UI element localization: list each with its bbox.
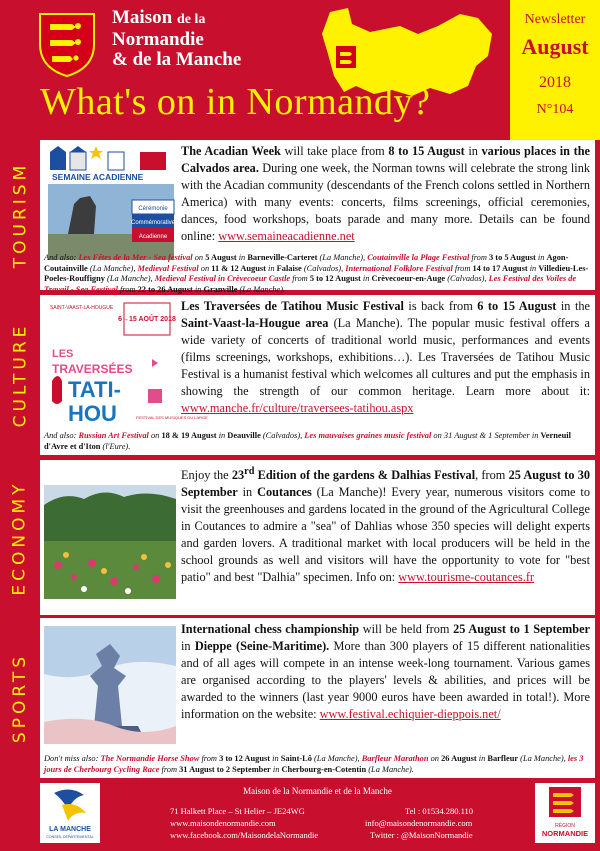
la-manche-sub: CONSEIL DÉPARTEMENTAL: [46, 835, 94, 839]
also-segment: in: [270, 754, 281, 763]
org-line2: Normandie: [112, 29, 204, 50]
also-segment: 3 to 5 August: [489, 253, 536, 262]
also-segment: in: [527, 263, 539, 273]
also-segment: in: [270, 764, 282, 774]
poster-sub: FESTIVAL DES MUSIQUES DU LARGE: [136, 415, 208, 420]
also-segment: in: [265, 263, 277, 273]
also-segment: from: [159, 764, 180, 774]
also-segment: from: [117, 284, 138, 294]
also-segment: (La Manche),: [311, 754, 362, 763]
also-segment: (La Manche),: [518, 754, 568, 763]
section-label-economy: ECONOMY: [10, 479, 30, 596]
also-segment: in: [216, 431, 228, 440]
also-segment: Verneuil d'Avre et d'Iton: [44, 431, 571, 451]
footer-tel: Tel : 01534.280.110: [405, 806, 474, 816]
also-segment: (La Manche).: [366, 764, 414, 774]
also-segment: on: [428, 754, 442, 763]
also-segment: Falaise: [276, 263, 302, 273]
footer: [40, 783, 595, 847]
also-segment: on: [192, 253, 206, 262]
region-normandie-logo: [535, 783, 595, 843]
also-segment: in: [360, 274, 372, 283]
footer-address: 71 Halkett Place – St Helier – JE24WG: [170, 806, 305, 816]
culture-also: [44, 431, 591, 452]
sports-text: International chess championship will be held from 25 August to 1 September in Dieppe (Seine-Maritime). More than 300 players of 15 different nationalities and of all ages will compete in an intense week-long tournament. Various games are organised according to the players' levels & abilities, and prices will be awarded to the winners (last year 9000 euros have been awarded in total!). More information on the website: www.festival.echiquier-dieppois.net/: [181, 622, 591, 721]
poster-hou: HOU: [68, 401, 117, 426]
also-segment: in: [236, 253, 248, 262]
also-segment: (Calvados),: [301, 263, 346, 273]
also-segment: in: [192, 284, 204, 294]
newsletter-label: Newsletter: [524, 12, 586, 27]
also-segment: Les Festival des Voiles de Travail - Sea Festival: [44, 274, 577, 294]
also-segment: 26 August: [441, 754, 477, 763]
tourism-also: [44, 253, 591, 295]
section-sports: [40, 618, 595, 778]
footer-facebook[interactable]: www.facebook.com/MaisondelaNormandie: [170, 830, 319, 840]
normandie-label: NORMANDIE: [541, 829, 589, 838]
culture-text: Les Traversées de Tatihou Music Festival is back from 6 to 15 August in the Saint-Vaast-la-Hougue area (La Manche). The popular music festival offers a wide variety of concerts of traditional world music, performances and events (films screenings, workshops, exhibitions…). Les Traversées de Tatihou Music Festival is a humanist festival which welcomes all cultures and put the emphasis in showing the strength of our common heritage. Learn more about it: www.manche.fr/culture/traversees-tatihou.aspx: [181, 299, 590, 415]
also-segment: Barfleur: [487, 754, 519, 763]
poster-les: LES: [52, 348, 74, 360]
also-segment: on: [198, 263, 212, 273]
also-segment: Coutainville la Plage Festival: [367, 253, 470, 262]
also-segment: (Calvados),: [260, 431, 305, 440]
section-label-culture: CULTURE: [10, 322, 31, 428]
also-segment: (Calvados),: [445, 274, 489, 283]
acadian-tag-1: Cérémonie: [138, 206, 168, 212]
also-segment: Medieval Festival in Crèvecoeur Castle: [154, 274, 291, 283]
dahlia-garden-photo: [44, 485, 176, 599]
also-segment: Medieval Festival: [137, 263, 199, 273]
poster-town: SAINT-VAAST-LA-HOUGUE: [50, 305, 114, 311]
chess-watercolour-image: [44, 626, 176, 744]
also-segment: Granville: [203, 284, 238, 294]
section-economy: [40, 460, 595, 615]
tourism-text: The Acadian Week will take place from 8 to 15 August in various places in the Calvados area. During one week, the Norman towns will celebrate the strong link with the Acadian community (descendants of the French colons settled in Northern America) with many events: concerts, films screenings, official ceremonies, dances, food workshops, boats parade and many more. Details can be found online: www.semaineacadienne.net: [181, 144, 591, 243]
tourism-link[interactable]: www.semaineacadienne.net: [218, 229, 355, 243]
section-label-sports: SPORTS: [10, 652, 30, 744]
also-segment: Crèvecoeur-en-Auge: [371, 274, 446, 283]
also-segment: (La Manche),: [87, 263, 138, 273]
region-normandie-logo-icon: [535, 783, 595, 843]
acadian-image-title: SEMAINE ACADIENNE: [52, 172, 144, 182]
newsletter-issue: N°104: [536, 102, 574, 117]
also-segment: 18 & 19 August: [161, 431, 217, 440]
section-tourism: [40, 140, 595, 294]
newsletter-year: 2018: [539, 74, 571, 91]
acadian-week-image: [44, 144, 178, 264]
org-line3: & de la Manche: [112, 49, 242, 70]
also-segment: (La Manche).: [237, 284, 286, 294]
also-segment: (La Manche),: [317, 253, 368, 262]
footer-twitter[interactable]: Twitter : @MaisonNormandie: [370, 830, 473, 840]
section-label-tourism: TOURISM: [10, 161, 30, 269]
sports-also: [44, 754, 591, 775]
also-segment: from: [290, 274, 310, 283]
also-segment: 22 to 26 August: [137, 284, 193, 294]
also-segment: on: [148, 431, 162, 440]
also-segment: Barneville-Carteret: [247, 253, 318, 262]
also-segment: 14 to 17 August: [472, 263, 528, 273]
also-segment: in: [535, 253, 547, 262]
also-segment: 5 August: [205, 253, 237, 262]
region-label: RÉGION: [555, 823, 575, 829]
newsletter-month: August: [521, 34, 589, 59]
section-culture: [40, 295, 595, 455]
also-segment: 3 to 12 August: [219, 754, 271, 763]
also-segment: Deauville: [227, 431, 261, 440]
also-segment: 31 August to 2 September: [179, 764, 271, 774]
also-segment: And also:: [44, 253, 79, 262]
also-segment: (l'Eure).: [100, 441, 131, 451]
also-segment: The Normandie Horse Show: [100, 754, 200, 763]
also-segment: International Folklore Festival: [345, 263, 453, 273]
also-segment: in: [476, 754, 488, 763]
also-segment: (La Manche),: [104, 274, 155, 283]
la-manche-label: LA MANCHE: [49, 826, 91, 833]
normandy-crest-icon: [38, 12, 96, 78]
footer-org: Maison de la Normandie et de la Manche: [243, 786, 392, 796]
also-segment: Saint-Lô: [280, 754, 312, 763]
header: [0, 0, 600, 125]
also-segment: 5 to 12 August: [309, 274, 361, 283]
poster-tati: TATI-: [68, 377, 121, 402]
culture-link[interactable]: www.manche.fr/culture/traversees-tatihou.aspx: [181, 401, 414, 415]
also-segment: from: [469, 253, 490, 262]
also-segment: Villedieu-Les-Poeles-Rouffigny: [44, 263, 589, 283]
also-segment: from: [452, 263, 473, 273]
footer-email[interactable]: info@maisondenormandie.com: [365, 818, 473, 828]
sports-link[interactable]: www.festival.echiquier-dieppois.net/: [319, 707, 501, 721]
footer-web[interactable]: www.maisondenormandie.com: [170, 818, 276, 828]
poster-dates: 6→15 AOÛT 2018: [118, 316, 176, 323]
also-segment: Les Fêtes de la Mer - Sea festival: [78, 253, 193, 262]
also-segment: on 31 August & 1 September in: [431, 431, 541, 440]
org-line1a: Maison: [112, 7, 173, 28]
newsletter-box: [510, 0, 600, 140]
org-line1b: de la: [176, 12, 206, 27]
also-segment: 11 & 12 August: [211, 263, 266, 273]
also-segment: Cherbourg-en-Cotentin: [281, 764, 367, 774]
also-segment: And also:: [44, 431, 79, 440]
economy-text: Enjoy the 23rd Edition of the gardens & Dalhias Festival, from 25 August to 30 September in Coutances (La Manche)! Every year, numerous visitors come to visit the greenhouses and gardens located in the ground of the Agricultural College in Coutances to admire a "sea" of Dahlias whose 350 species will delight experts and garden lovers. A traditional market with local producers will be held in the school grounds as well and visitors will have the opportunity to vote for "best patio" and best "Dalhia" specimen. Info on: www.tourisme-coutances.fr: [181, 466, 590, 585]
tatihou-festival-poster: [44, 299, 208, 431]
also-segment: les 3 jours de Cherbourg Cycling Race: [44, 754, 584, 774]
acadian-tag-3: Acadienne: [138, 234, 168, 240]
also-segment: Barfleur Marathon: [361, 754, 429, 763]
also-segment: Les mauvaises graines music festival: [304, 431, 432, 440]
poster-traversees: TRAVERSÉES: [52, 362, 133, 376]
page-title: What's on in Normandy?: [40, 81, 431, 123]
organisation-name: [112, 8, 241, 70]
also-segment: from: [199, 754, 220, 763]
also-segment: Agon-Coutainville: [44, 253, 569, 273]
economy-link[interactable]: www.tourisme-coutances.fr: [398, 570, 535, 585]
also-segment: Don't miss also:: [44, 754, 101, 763]
acadian-tag-2: Commémorative: [130, 220, 176, 226]
also-segment: Russian Art Festival: [78, 431, 149, 440]
